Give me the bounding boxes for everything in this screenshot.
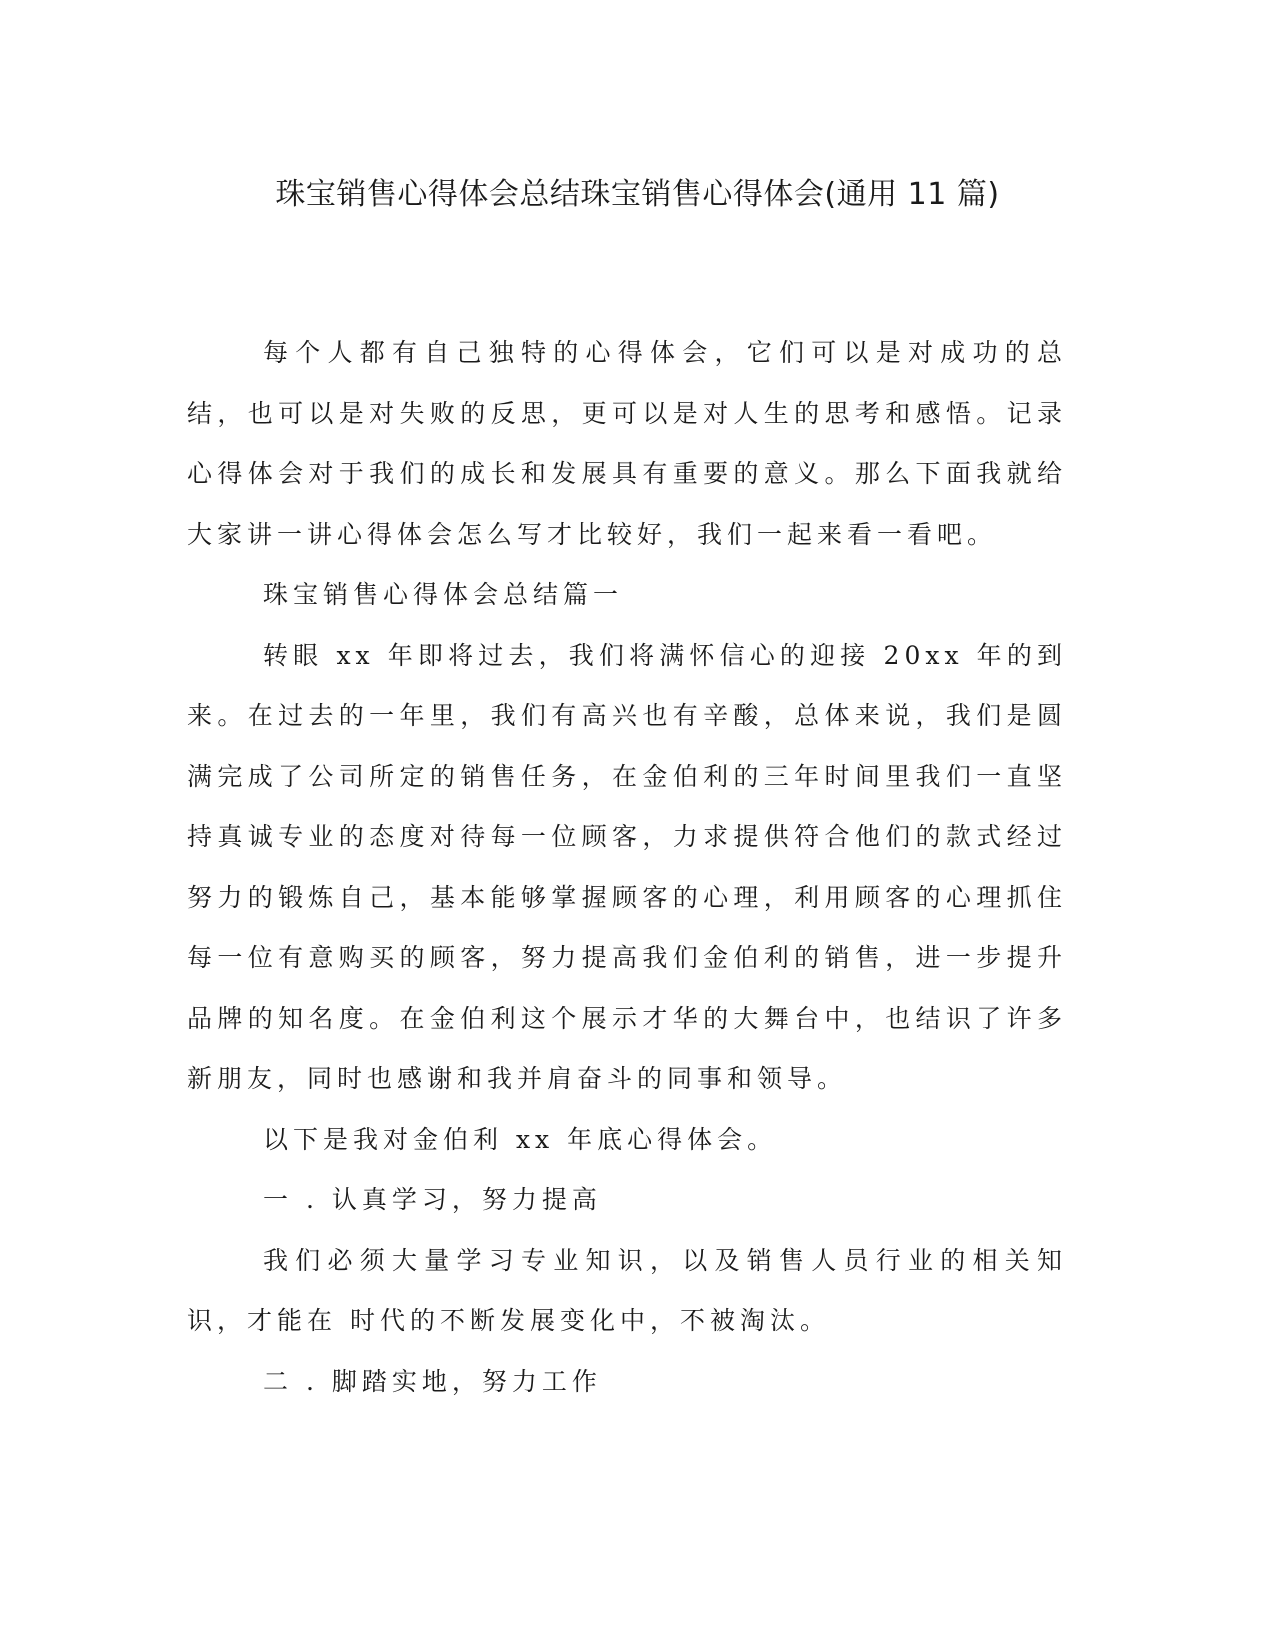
subsection-heading: 二 . 脚踏实地，努力工作 <box>263 1366 602 1396</box>
paragraph: 以下是我对金伯利 xx 年底心得体会。 <box>263 1124 778 1154</box>
paragraph: 转眼 xx 年即将过去，我们将满怀信心的迎接 20xx 年的到来。在过去的一年里，我们有高兴也有辛酸，总体来说，我们是圆满完成了公司所定的销售任务，在金伯利的三年时间里我们一直坚持真诚专业的态度对待每一位顾客，力求提供符合他们的款式经过努力的锻炼自己，基本能够掌握顾客的心理，利用顾客的心理抓住每一位有意购买的顾客，努力提高我们金伯利的销售，进一步提升品牌的知名度。在金伯利这个展示才华的大舞台中，也结识了许多新朋友，同时也感谢和我并肩奋斗的同事和领导。 <box>187 640 1067 1093</box>
document-title: 珠宝销售心得体会总结珠宝销售心得体会(通用 11 篇) <box>275 177 1000 212</box>
paragraph-intro: 每个人都有自己独特的心得体会，它们可以是对成功的总结，也可以是对失败的反思，更可以是对人生的思考和感悟。记录心得体会对于我们的成长和发展具有重要的意义。那么下面我就给大家讲一讲心得体会怎么写才比较好，我们一起来看一看吧。 <box>187 338 1067 549</box>
section-heading: 珠宝销售心得体会总结篇一 <box>263 580 624 609</box>
document-body <box>187 323 1067 1412</box>
subsection-heading: 一 . 认真学习，努力提高 <box>263 1185 602 1214</box>
paragraph: 我们必须大量学习专业知识，以及销售人员行业的相关知识，才能在 时代的不断发展变化中，不被淘汰。 <box>187 1245 1067 1335</box>
